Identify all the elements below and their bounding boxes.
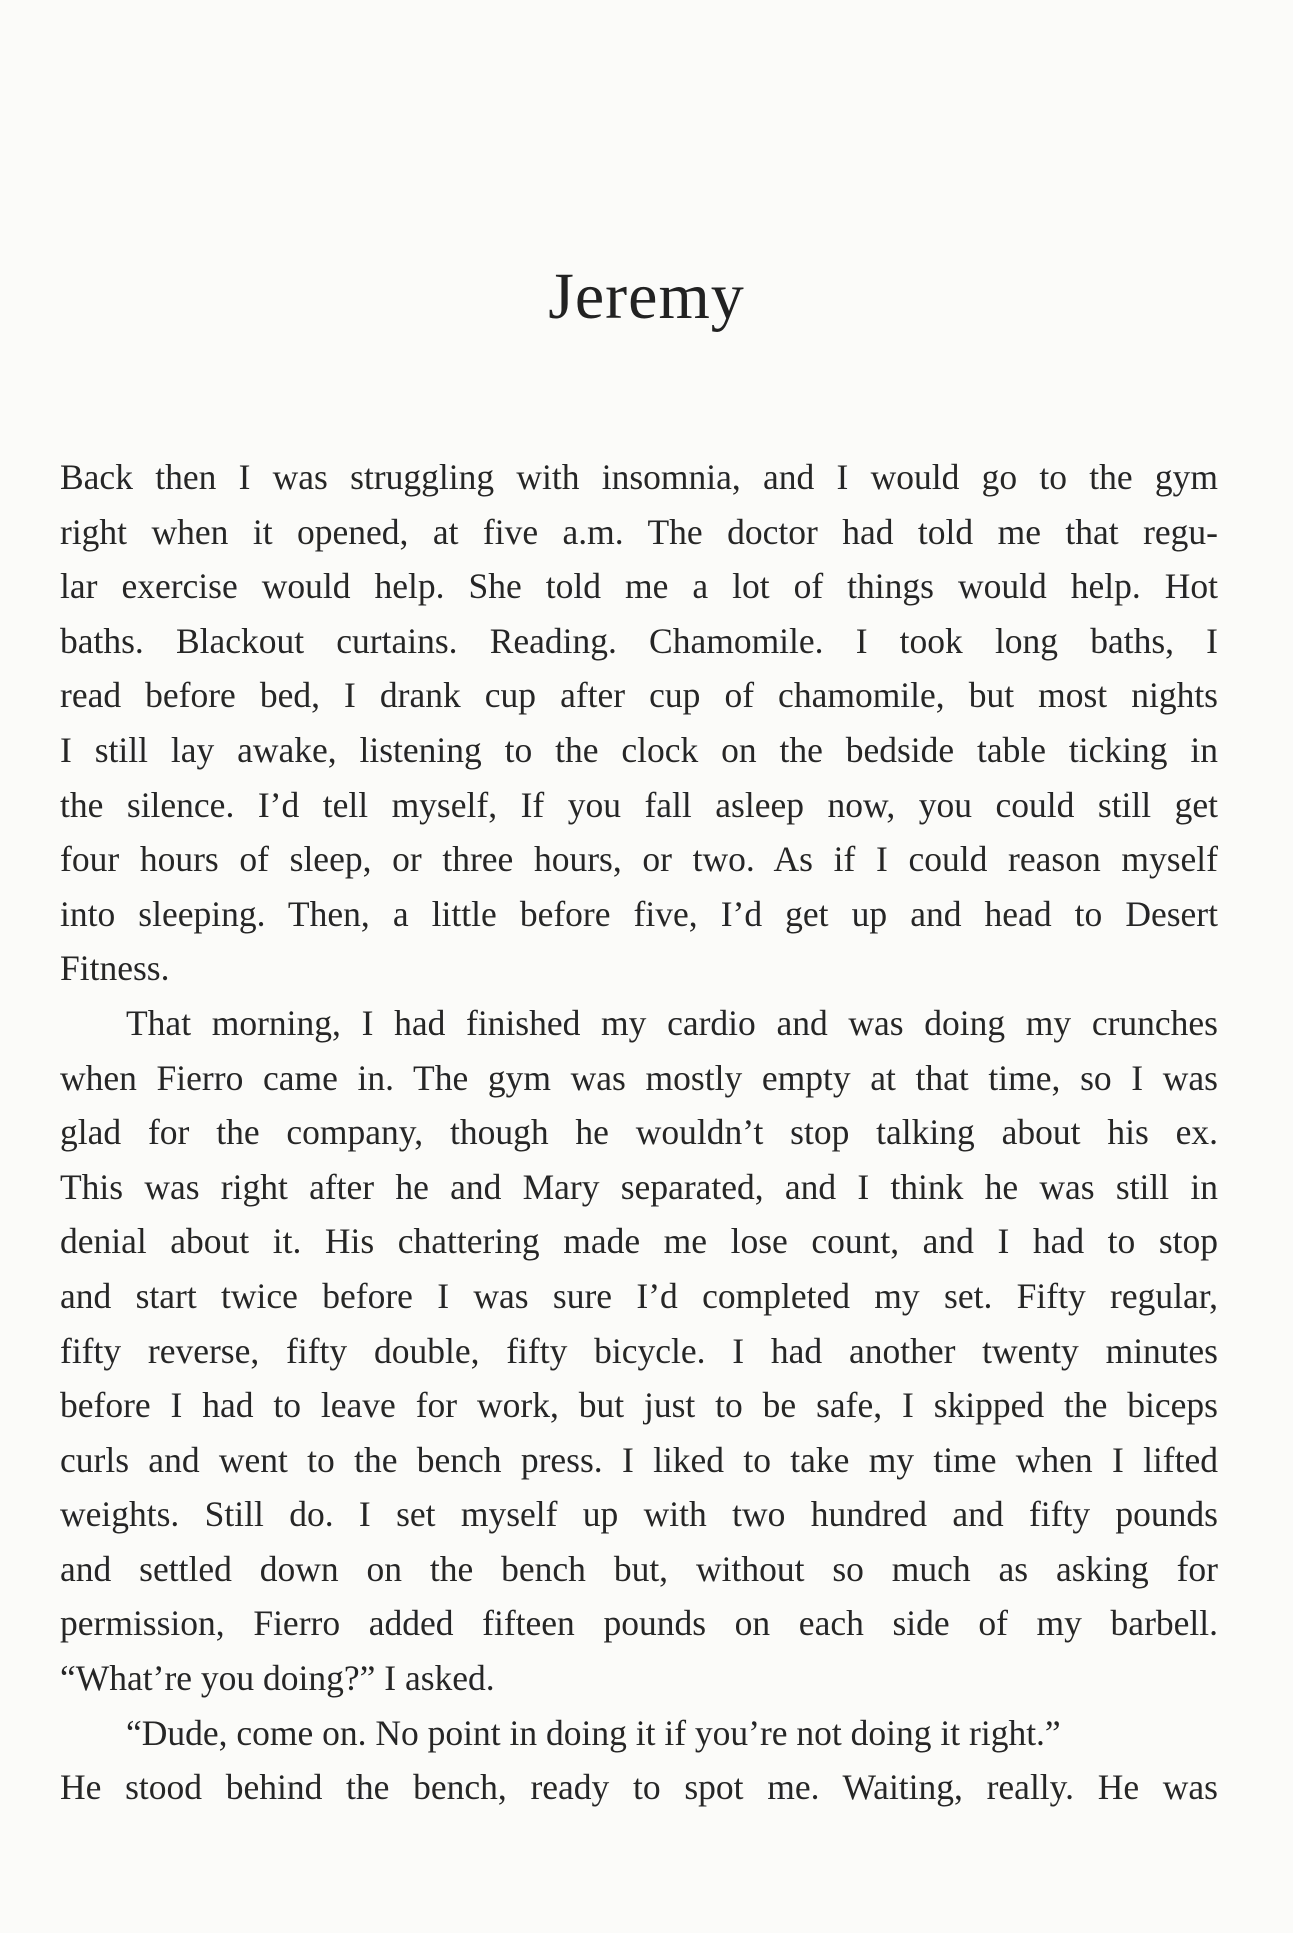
- text-line: glad for the company, though he wouldn’t stop talking about his ex.: [60, 1112, 1218, 1153]
- text-line: lar exercise would help. She told me a lot of things would help. Hot: [60, 566, 1218, 607]
- text-line: I still lay awake, listening to the clock on the bedside table ticking in: [60, 729, 1218, 770]
- text-line: Back then I was struggling with insomnia, and I would go to the gym: [60, 457, 1218, 497]
- text-line: “What’re you doing?” I asked.: [60, 1658, 495, 1699]
- text-line: into sleeping. Then, a little before five, I’d get up and head to Desert: [60, 893, 1218, 934]
- text-line: permission, Fierro added fifteen pounds on each side of my barbell.: [60, 1603, 1218, 1644]
- text-line: read before bed, I drank cup after cup of chamomile, but most nights: [60, 675, 1218, 716]
- text-line: “Dude, come on. No point in doing it if you’re not doing it right.”: [126, 1712, 1061, 1753]
- text-line: baths. Blackout curtains. Reading. Chamomile. I took long baths, I: [60, 620, 1218, 661]
- text-line: four hours of sleep, or three hours, or two. As if I could reason myself: [60, 839, 1218, 880]
- text-line: when Fierro came in. The gym was mostly empty at that time, so I was: [60, 1057, 1218, 1098]
- text-line: This was right after he and Mary separated, and I think he was still in: [60, 1166, 1218, 1207]
- text-line: right when it opened, at five a.m. The doctor had told me that regu-: [60, 511, 1218, 552]
- text-line: He stood behind the bench, ready to spot me. Waiting, really. He was: [60, 1767, 1218, 1808]
- text-line: fifty reverse, fifty double, fifty bicycle. I had another twenty minutes: [60, 1330, 1218, 1371]
- text-line: Fitness.: [60, 948, 170, 989]
- chapter-title: Jeremy: [548, 260, 745, 333]
- text-line: and settled down on the bench but, without so much as asking for: [60, 1548, 1218, 1589]
- chapter-body: [60, 450, 1218, 1815]
- text-line: That morning, I had finished my cardio and was doing my crunches: [126, 1002, 1218, 1043]
- text-line: and start twice before I was sure I’d completed my set. Fifty regular,: [60, 1275, 1218, 1316]
- text-line: before I had to leave for work, but just to be safe, I skipped the biceps: [60, 1385, 1218, 1426]
- text-line: curls and went to the bench press. I liked to take my time when I lifted: [60, 1439, 1218, 1480]
- text-line: weights. Still do. I set myself up with two hundred and fifty pounds: [60, 1494, 1218, 1535]
- text-line: the silence. I’d tell myself, If you fall asleep now, you could still get: [60, 784, 1218, 825]
- text-line: denial about it. His chattering made me lose count, and I had to stop: [60, 1221, 1218, 1262]
